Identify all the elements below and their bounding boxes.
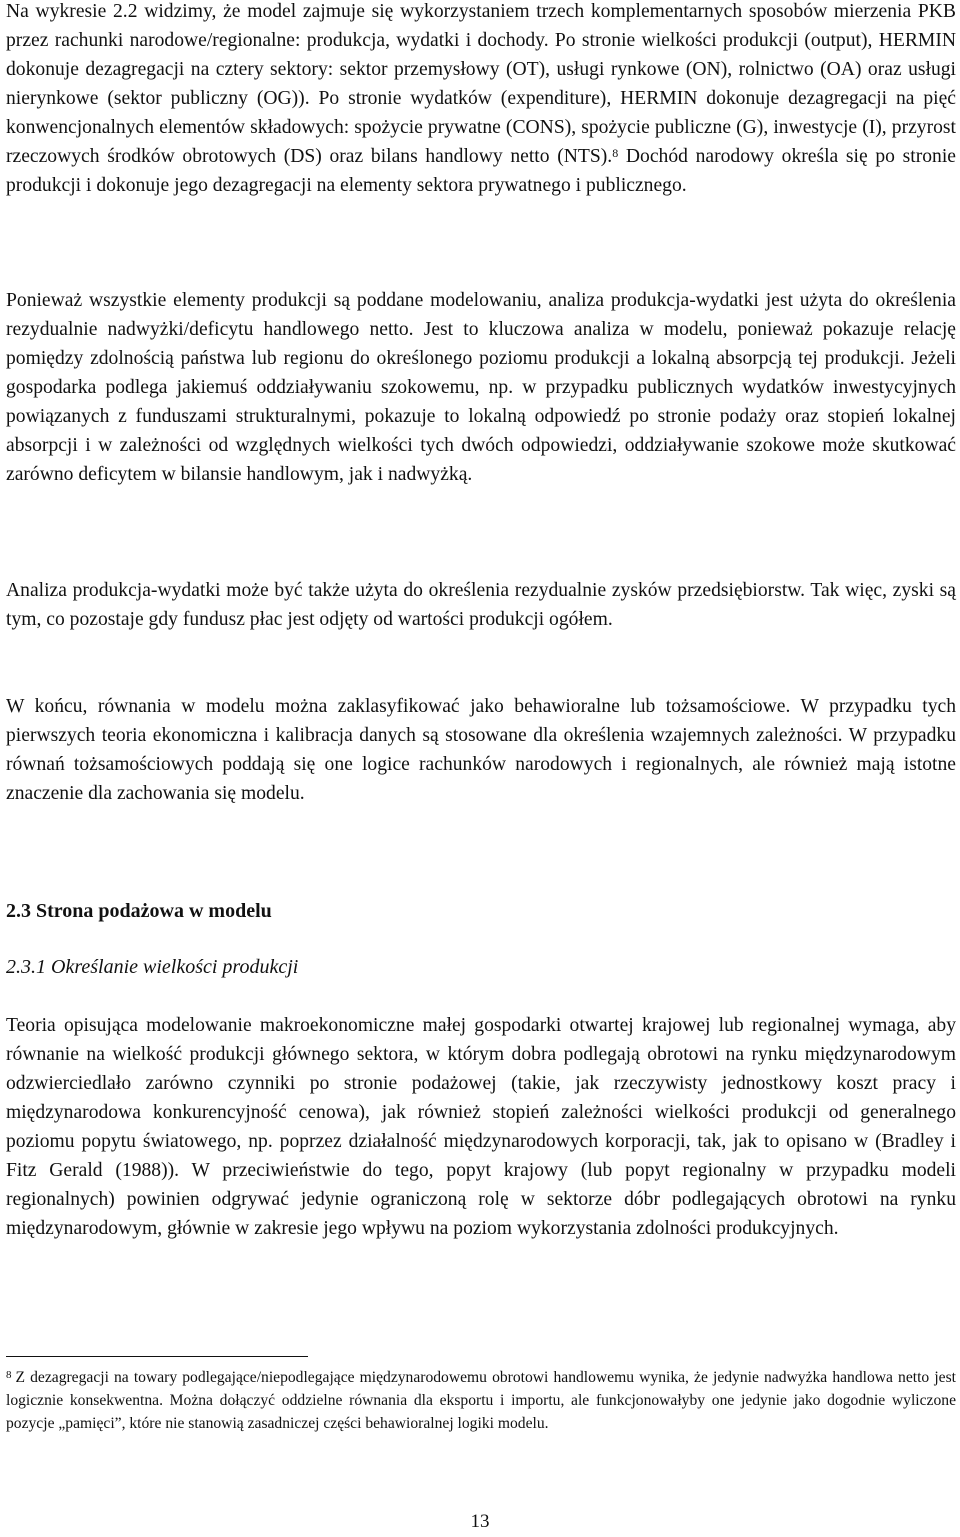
paragraph-production-expenditure: Ponieważ wszystkie elementy produkcji są poddane modelowaniu, analiza produkcja-wydatki jest użyta do określenia rezydualnie nadwyżki/deficytu handlowego netto. Jest to kluczowa analiza w modelu, ponieważ pokazuje relację pomiędzy zdolnością państwa lub regionu do określonego poziomu produkcji a lokalną absorpcją tej produkcji. Jeżeli gospodarka podlega jakiemuś oddziaływaniu szokowemu, np. w przypadku publicznych wydatków inwestycyjnych powiązanych z funduszami strukturalnymi, pokazuje to lokalną odpowiedź po stronie podaży oraz stopień lokalnej absorpcji i w zależności od względnych wielkości tych dwóch odpowiedzi, oddziaływanie szokowe może skutkować zarówno deficytem w bilansie handlowym, jak i nadwyżką.	[6, 290, 956, 485]
paragraph-output-theory: Teoria opisująca modelowanie makroekonomiczne małej gospodarki otwartej krajowej lub regionalnej wymaga, aby równanie na wielkość produkcji głównego sektora, w którym dobra podlegają obrotowi na rynku międzynarodowym odzwierciedlało zarówno czynniki po stronie podażowej (takie, jak rzeczywisty jednostkowy koszt pracy i międzynarodowa konkurencyjność cenowa), jak również stopień zależności wielkości produkcji od generalnego poziomu popytu światowego, np. poprzez działalność międzynarodowych korporacji, tak, jak to opisano w (Bradley i Fitz Gerald (1988)). W przeciwieństwie do tego, popyt krajowy (lub popyt regionalny w przypadku modeli regionalnych) powinien odgrywać jedynie ograniczoną rolę w sektorze dóbr podlegających obrotowi na rynku międzynarodowym, głównie w zakresie jego wpływu na poziom wykorzystania zdolności produkcyjnych.	[6, 1015, 956, 1239]
footnote	[6, 1366, 956, 1435]
footnote-reference[interactable]: 8	[612, 146, 619, 160]
paragraph-pkb-measurement	[6, 0, 956, 200]
page-number: 13	[470, 1511, 490, 1532]
paragraph-text: Na wykresie 2.2 widzimy, że model zajmuje się wykorzystaniem trzech komplementarnych sposobów mierzenia PKB przez rachunki narodowe/regionalne: produkcja, wydatki i dochody. Po stronie wielkości produkcji (output), HERMIN dokonuje dezagregacji na cztery sektory: sektor przemysłowy (OT), usługi rynkowe (ON), rolnictwo (OA) oraz usługi nierynkowe (sektor publiczny (OG)). Po stronie wydatków (expenditure), HERMIN dokonuje dezagregacji na pięć konwencjonalnych elementów składowych: spożycie prywatne (CONS), spożycie publiczne (G), inwestycje (I), przyrost rzeczowych środków obrotowych (DS) oraz bilans handlowy netto (NTS).	[6, 1, 956, 167]
paragraph-equations: W końcu, równania w modelu można zaklasyfikować jako behawioralne lub tożsamościowe. W przypadku tych pierwszych teoria ekonomiczna i kalibracja danych są stosowane dla określenia wzajemnych zależności. W przypadku równań tożsamościowych poddają się one logice rachunków narodowych i regionalnych, ale również mają istotne znaczenie dla zachowania się modelu.	[6, 696, 956, 804]
document-page	[6, 0, 956, 1537]
section-heading: 2.3 Strona podażowa w modelu	[6, 900, 272, 922]
subsection-heading: 2.3.1 Określanie wielkości produkcji	[6, 956, 299, 978]
paragraph-profits: Analiza produkcja-wydatki może być także użyta do określenia rezydualnie zysków przedsiębiorstw. Tak więc, zyski są tym, co pozostaje gdy fundusz płac jest odjęty od wartości produkcji ogółem.	[6, 580, 956, 630]
footnote-divider	[6, 1356, 308, 1357]
footnote-number: 8	[6, 1369, 12, 1381]
paragraph-text-tail: Dochód narodowy określa się po stronie produkcji i dokonuje jego dezagregacji na elementy sektora prywatnego i publicznego.	[6, 146, 956, 196]
footnote-text: Z dezagregacji na towary podlegające/niepodlegające międzynarodowemu obrotowi handlowemu wynika, że jedynie nadwyżka handlowa netto jest logicznie konsekwentna. Można dołączyć oddzielne równania dla eksportu i importu, ale funkcjonowałyby one jedynie jako dogodnie wyliczone pozycje „pamięci”, które nie stanowią zasadniczej części behawioralnej logiki modelu.	[6, 1369, 956, 1432]
